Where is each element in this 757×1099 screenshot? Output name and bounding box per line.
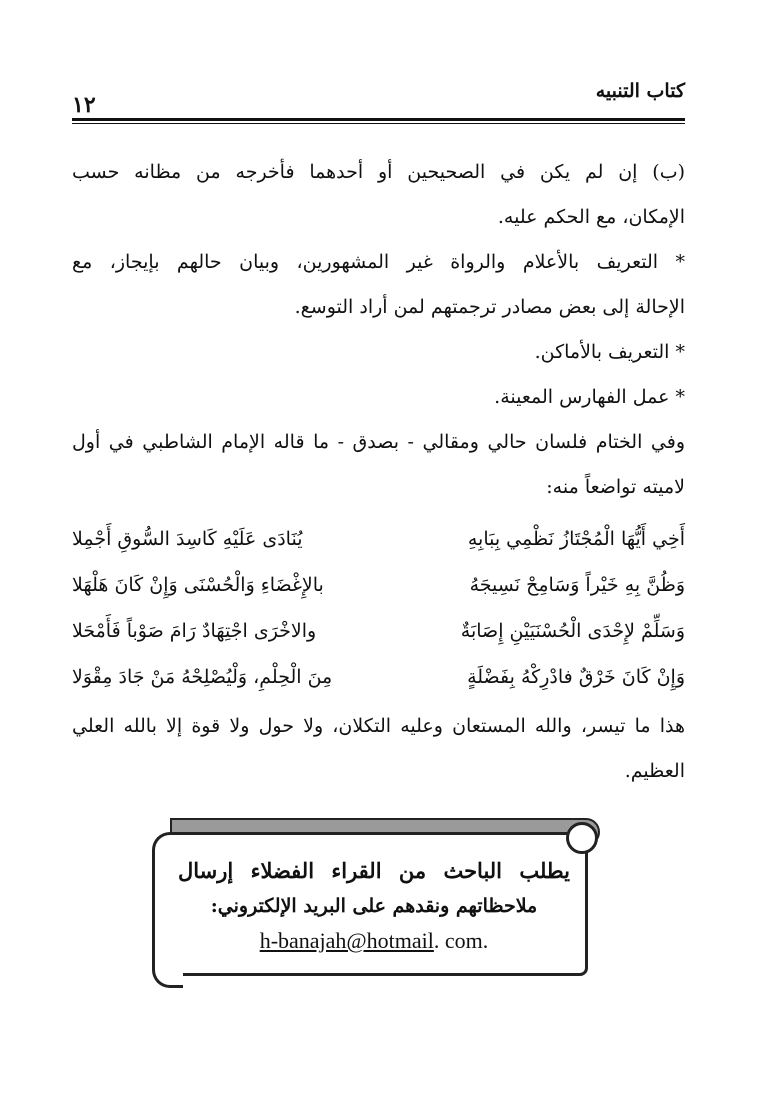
email-line — [178, 924, 570, 958]
closing-line: هذا ما تيسر، والله المستعان وعليه التكلان، ولا حول ولا قوة إلا بالله العلي — [72, 715, 685, 737]
bullet-narrators: * التعريف بالأعلام والرواة غير المشهورين، وبيان حالهم بإيجاز، مع — [72, 251, 685, 273]
feedback-scroll-box — [148, 818, 600, 986]
poem-verses — [72, 516, 685, 700]
verse-line — [72, 608, 685, 654]
paragraph-conclusion: وفي الختام فلسان حالي ومقالي - بصدق - ما قاله الإمام الشاطبي في أول — [72, 431, 685, 453]
scroll-right-curl — [566, 822, 598, 854]
verse-second-hemistich: مِنَ الْحِلْمِ، وَلْيُصْلِحْهُ مَنْ جَادَ مِقْوَلا — [72, 666, 333, 688]
page-body — [72, 150, 685, 794]
header-rule — [72, 118, 685, 121]
feedback-request-line: يطلب الباحث من القراء الفضلاء إرسال — [178, 858, 570, 883]
verse-line — [72, 562, 685, 608]
verse-line — [72, 516, 685, 562]
bullet-places: * التعريف بالأماكن. — [534, 341, 685, 363]
verse-first-hemistich: أَخِي أَيُّهَا الْمُجْتَازُ نَظْمِي بِبَابِهِ — [467, 528, 685, 550]
page-header — [72, 80, 685, 120]
scroll-text — [178, 854, 570, 958]
bullet-indexes: * عمل الفهارس المعينة. — [494, 386, 685, 408]
verse-second-hemistich: يُنَادَى عَلَيْهِ كَاسِدَ السُّوقِ أَجْمِلا — [72, 528, 303, 550]
verse-first-hemistich: وَإِنْ كَانَ خَرْقٌ فادْرِكْهُ بِفَضْلَةٍ — [467, 666, 685, 688]
email-link[interactable]: h-banajah@hotmail — [259, 928, 434, 953]
verse-second-hemistich: بالإِغْضَاءِ وَالْحُسْنَى وَإِنْ كَانَ هَلْهَلا — [72, 574, 324, 596]
bullet-narrators-cont: الإحالة إلى بعض مصادر ترجمتهم لمن أراد التوسع. — [294, 296, 685, 318]
email-suffix: . com. — [433, 928, 489, 953]
verse-first-hemistich: وَسَلِّمْ لإِحْدَى الْحُسْنَيَيْنِ إِصَابَةٌ — [460, 620, 685, 642]
page-number: ١٢ — [72, 92, 96, 118]
paragraph-item-b-cont: الإمكان، مع الحكم عليه. — [497, 206, 685, 228]
closing-line-cont: العظيم. — [624, 760, 685, 782]
paragraph-item-b: (ب) إن لم يكن في الصحيحين أو أحدهما فأخرجه من مظانه حسب — [72, 161, 685, 183]
feedback-request-line-cont: ملاحظاتهم ونقدهم على البريد الإلكتروني: — [210, 895, 538, 917]
verse-line — [72, 654, 685, 700]
verse-second-hemistich: والاخْرَى اجْتِهَادٌ رَامَ صَوْباً فَأَمْحَلا — [72, 620, 317, 642]
paragraph-conclusion-cont: لاميته تواضعاً منه: — [546, 476, 685, 498]
header-rule-thin — [72, 123, 685, 124]
book-title: كتاب التنبيه — [595, 80, 685, 102]
verse-first-hemistich: وَظُنَّ بِهِ خَيْراً وَسَامِحْ نَسِيجَهُ — [469, 574, 685, 596]
closing-paragraph — [72, 704, 685, 794]
